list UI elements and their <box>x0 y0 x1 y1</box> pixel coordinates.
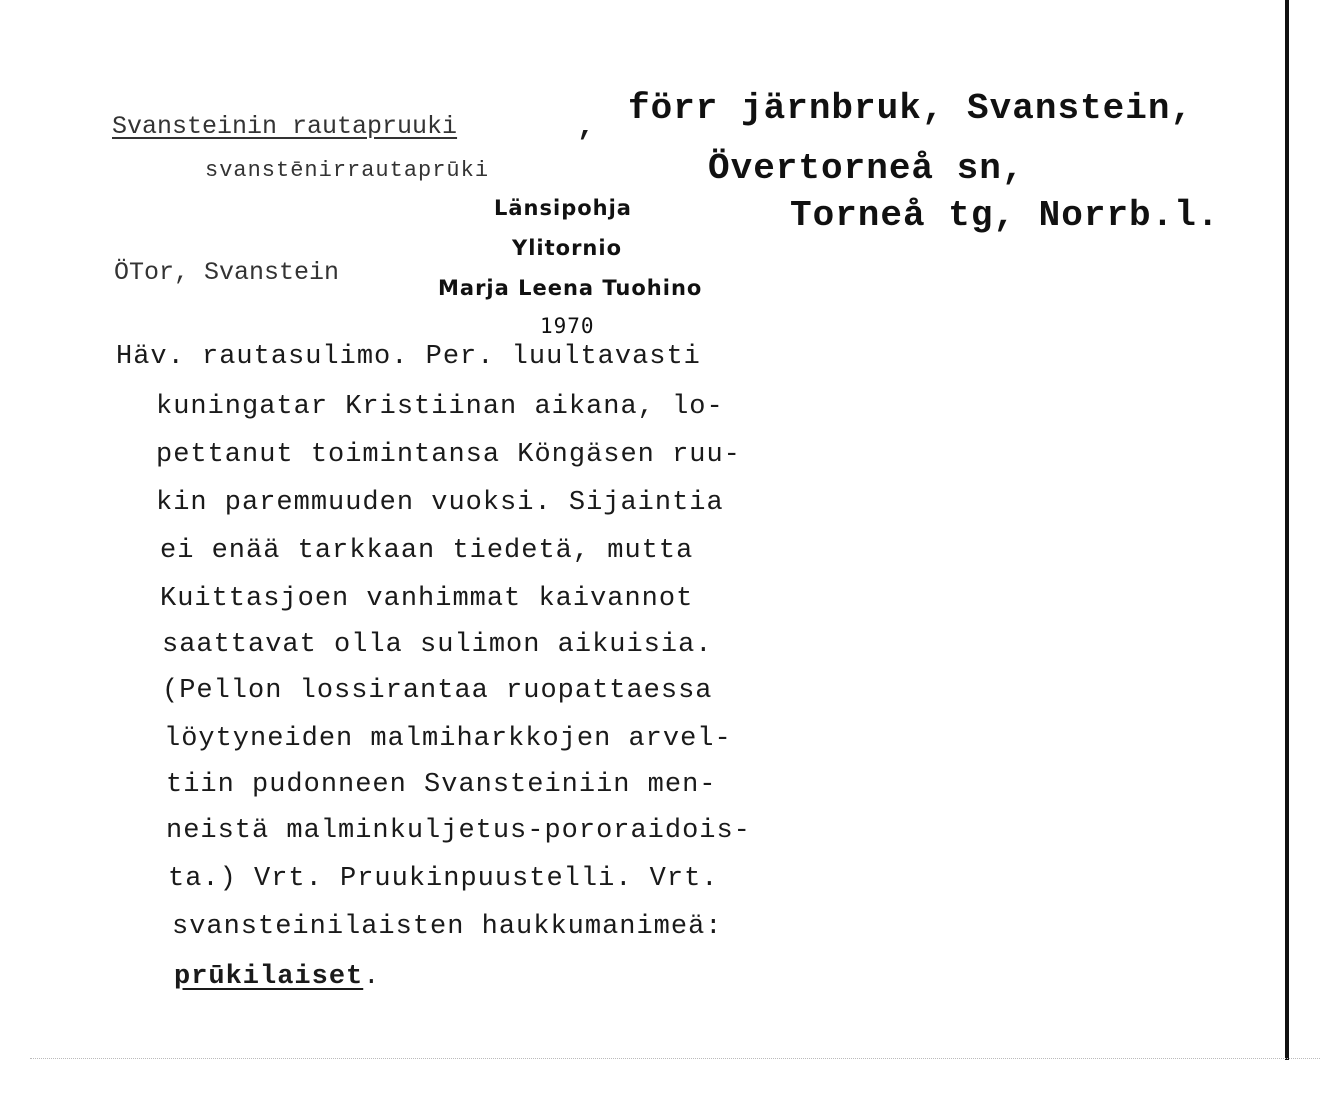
body-line: (Pellon lossirantaa ruopattaessa <box>162 676 713 706</box>
body-line: ei enää tarkkaan tiedetä, mutta <box>160 536 694 566</box>
card-bottom-border <box>30 1058 1320 1059</box>
card-edge-line <box>1285 0 1289 1060</box>
body-line: löytyneiden malmiharkkojen arvel- <box>164 724 732 754</box>
stamp-year: 1970 <box>540 314 595 338</box>
body-line: svansteinilaisten haukkumanimeä: <box>172 912 723 942</box>
body-line: pettanut toimintansa Köngäsen ruu- <box>156 440 741 470</box>
final-word: prūkilaiset <box>174 962 364 992</box>
swedish-line-3: Torneå tg, Norrb.l. <box>790 195 1220 236</box>
body-line: Häv. rautasulimo. Per. luultavasti <box>116 342 701 372</box>
stamp-parish: Ylitornio <box>512 236 623 260</box>
headword-text: Svansteinin rautapruuki <box>112 112 458 141</box>
final-line <box>174 962 380 992</box>
final-punct: . <box>363 962 381 992</box>
phonetic-transcription: svanstēnirrautaprūki <box>205 158 490 183</box>
body-line: kin paremmuuden vuoksi. Sijaintia <box>156 488 724 518</box>
body-line: tiin pudonneen Svansteiniin men- <box>166 770 717 800</box>
body-line: ta.) Vrt. Pruukinpuustelli. Vrt. <box>168 864 719 894</box>
headword <box>112 112 457 141</box>
headword-comma: , <box>577 110 596 144</box>
body-line: saattavat olla sulimon aikuisia. <box>162 630 713 660</box>
body-line: Kuittasjoen vanhimmat kaivannot <box>160 584 694 614</box>
body-line: neistä malminkuljetus-pororaidois- <box>166 816 751 846</box>
swedish-line-2: Övertorneå sn, <box>708 148 1025 189</box>
stamp-region: Länsipohja <box>494 196 632 220</box>
swedish-line-1: förr järnbruk, Svanstein, <box>628 88 1194 129</box>
stamp-collector: Marja Leena Tuohino <box>438 276 703 300</box>
place-code: ÖTor, Svanstein <box>114 258 340 287</box>
body-line: kuningatar Kristiinan aikana, lo- <box>156 392 724 422</box>
